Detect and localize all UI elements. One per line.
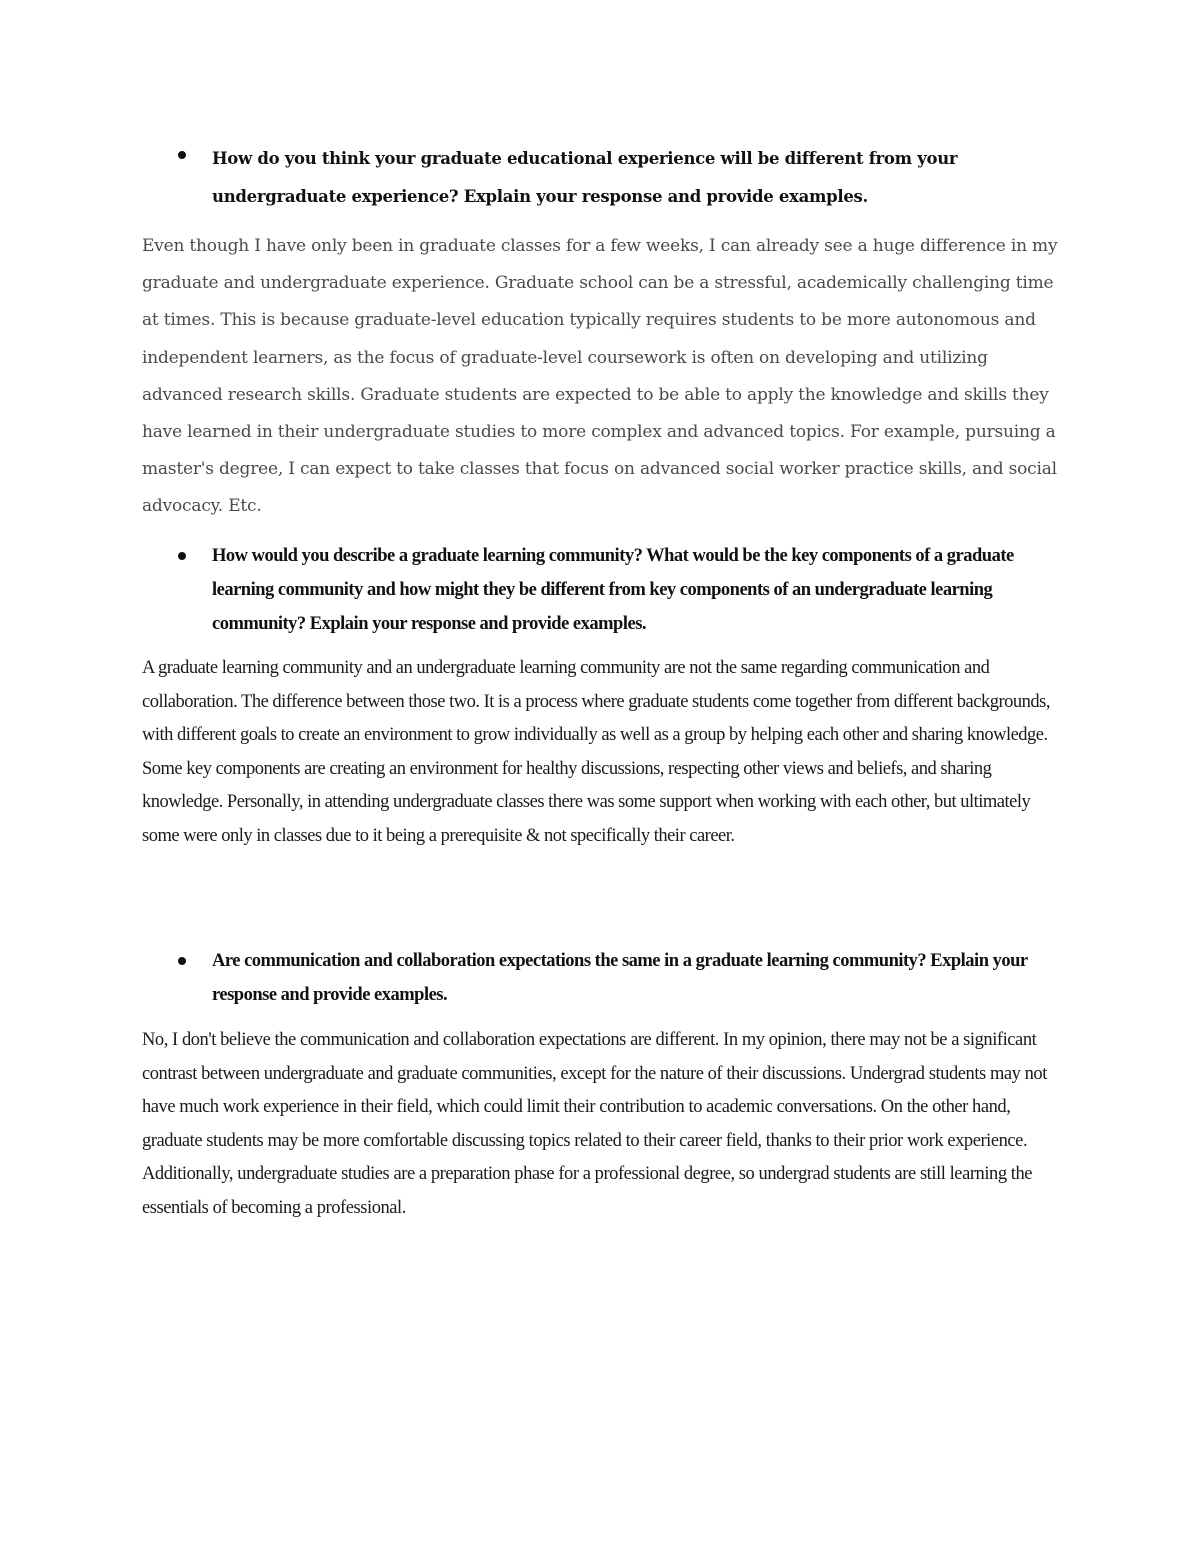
answer-2: A graduate learning community and an undergraduate learning community are not the same regarding communication and collaboration. The difference between those two. It is a process where graduate students come together from different backgrounds, with different goals to create an environment to grow individually as well as a group by helping each other and sharing knowledge. Some key components are creating an environment for healthy discussions, respecting other views and beliefs, and sharing knowledge. Personally, in attending undergraduate classes there was some support when working with each other, but ultimately some were only in classes due to it being a prerequisite & not specifically their career. xyxy=(142,658,1050,846)
question-3: Are communication and collaboration expectations the same in a graduate learning community? Explain your response and provide examples. xyxy=(212,951,1028,1005)
question-2: How would you describe a graduate learning community? What would be the key components of a graduate learning community and how might they be different from key components of an undergraduate learning community? Explain your response and provide examples. xyxy=(212,546,1014,634)
question-1: How do you think your graduate educational experience will be different from your undergraduate experience? Explain your response and provide examples. xyxy=(212,149,958,206)
answer-3: No, I don't believe the communication and collaboration expectations are different. In my opinion, there may not be a significant contrast between undergraduate and graduate communities, except for the nature of their discussions. Undergrad students may not have much work experience in their field, which could limit their contribution to academic conversations. On the other hand, graduate students may be more comfortable discussing topics related to their career field, thanks to their prior work experience. Additionally, undergraduate studies are a preparation phase for a professional degree, so undergrad students are still learning the essentials of becoming a professional. xyxy=(142,1030,1047,1218)
answer-1: Even though I have only been in graduate classes for a few weeks, I can already see a huge difference in my graduate and undergraduate experience. Graduate school can be a stressful, academically challenging time at times. This is because graduate-level education typically requires students to be more autonomous and independent learners, as the focus of graduate-level coursework is often on developing and utilizing advanced research skills. Graduate students are expected to be able to apply the knowledge and skills they have learned in their undergraduate studies to more complex and advanced topics. For example, pursuing a master's degree, I can expect to take classes that focus on advanced social worker practice skills, and social advocacy. Etc. xyxy=(142,236,1058,517)
bullet-icon xyxy=(178,151,186,159)
bullet-icon xyxy=(178,957,186,965)
bullet-icon xyxy=(178,552,186,560)
